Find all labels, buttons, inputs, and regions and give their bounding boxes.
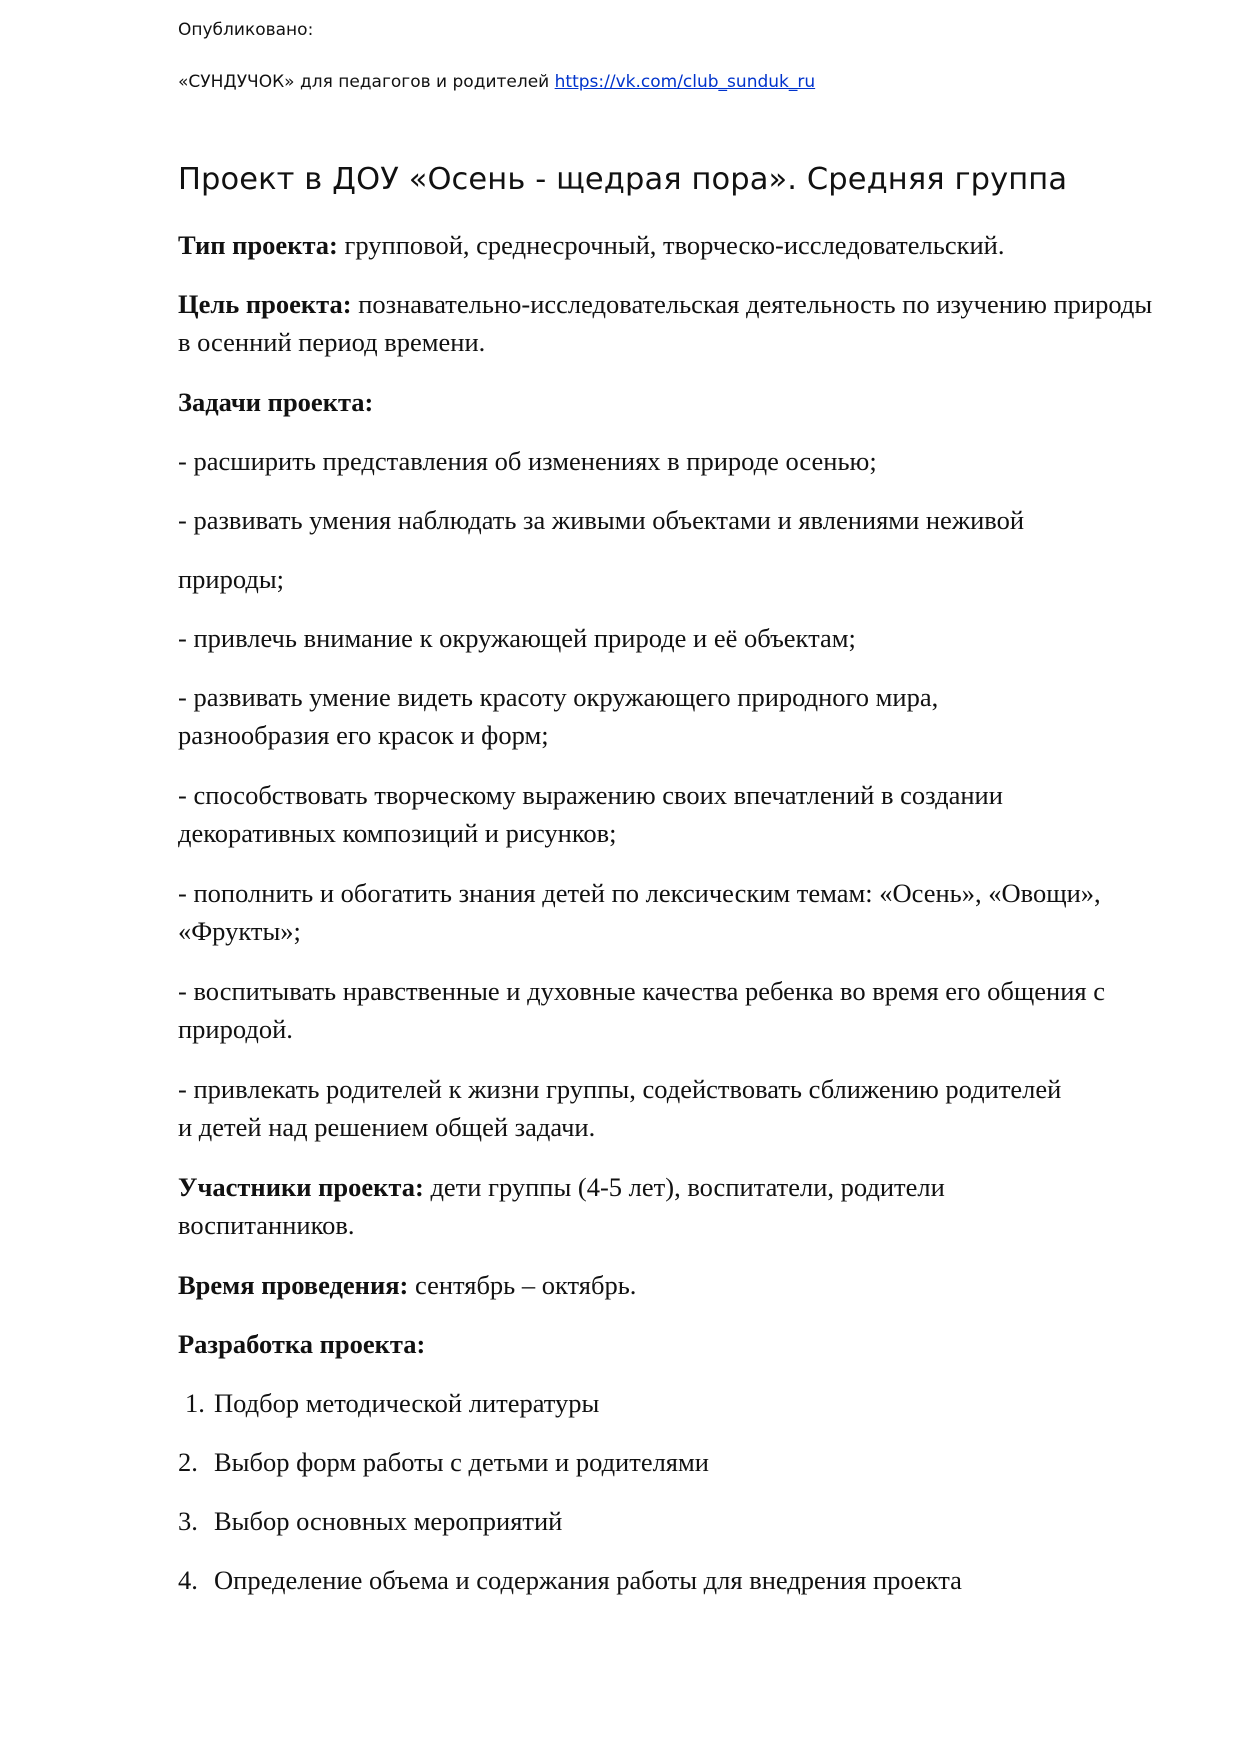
project-type-label: Тип проекта:	[178, 230, 338, 260]
participants-paragraph	[178, 1168, 1078, 1244]
task-item: - воспитывать нравственные и духовные качества ребенка во время его общения с природой.	[178, 976, 1105, 1044]
task-item: - привлечь внимание к окружающей природе и её объектам;	[178, 623, 856, 653]
page-title: Проект в ДОУ «Осень - щедрая пора». Средняя группа	[178, 162, 1068, 197]
project-goal-paragraph	[178, 285, 1153, 361]
task-item: - пополнить и обогатить знания детей по лексическим темам: «Осень», «Овощи», «Фрукты»;	[178, 878, 1101, 946]
task-item: природы;	[178, 564, 284, 594]
tasks-label: Задачи проекта:	[178, 387, 374, 417]
development-heading	[178, 1325, 1158, 1363]
timing-value: сентябрь – октябрь.	[408, 1270, 637, 1300]
task-item: - расширить представления об изменениях в природе осенью;	[178, 446, 877, 476]
source-line	[178, 72, 815, 92]
participants-label: Участники проекта:	[178, 1172, 424, 1202]
list-item	[178, 1384, 599, 1422]
list-number: 1.	[185, 1388, 205, 1418]
project-type-value: групповой, среднесрочный, творческо-исследовательский.	[337, 230, 1005, 260]
list-text: Определение объема и содержания работы для внедрения проекта	[214, 1565, 962, 1595]
list-item	[178, 1561, 962, 1599]
list-number: 4.	[178, 1565, 198, 1595]
participants-value: дети группы (4-5 лет), воспитатели, родители воспитанников.	[178, 1172, 945, 1240]
task-item: - развивать умения наблюдать за живыми объектами и явлениями неживой	[178, 505, 1025, 535]
project-goal-label: Цель проекта:	[178, 289, 352, 319]
project-type-paragraph	[178, 226, 1158, 264]
source-link[interactable]: https://vk.com/club_sunduk_ru	[554, 72, 816, 92]
list-item	[178, 1443, 709, 1481]
project-goal-value: познавательно-исследовательская деятельность по изучению природы в осенний период времени.	[178, 289, 1153, 357]
source-prefix: «СУНДУЧОК» для педагогов и родителей	[178, 72, 550, 92]
list-text: Выбор основных мероприятий	[214, 1506, 563, 1536]
timing-label: Время проведения:	[178, 1270, 409, 1300]
list-number: 2.	[178, 1447, 198, 1477]
task-item: - развивать умение видеть красоту окружающего природного мира, разнообразия его красок и форм;	[178, 682, 939, 750]
list-text: Подбор методической литературы	[214, 1388, 600, 1418]
list-item	[178, 1502, 562, 1540]
list-number: 3.	[178, 1506, 198, 1536]
tasks-heading	[178, 383, 1158, 421]
timing-paragraph	[178, 1266, 1158, 1304]
task-item: - привлекать родителей к жизни группы, содействовать сближению родителей и детей над решением общей задачи.	[178, 1074, 1062, 1142]
published-label: Опубликовано:	[178, 20, 314, 40]
list-text: Выбор форм работы с детьми и родителями	[214, 1447, 709, 1477]
task-item: - способствовать творческому выражению своих впечатлений в создании декоративных композиций и рисунков;	[178, 780, 1003, 848]
development-label: Разработка проекта:	[178, 1329, 426, 1359]
